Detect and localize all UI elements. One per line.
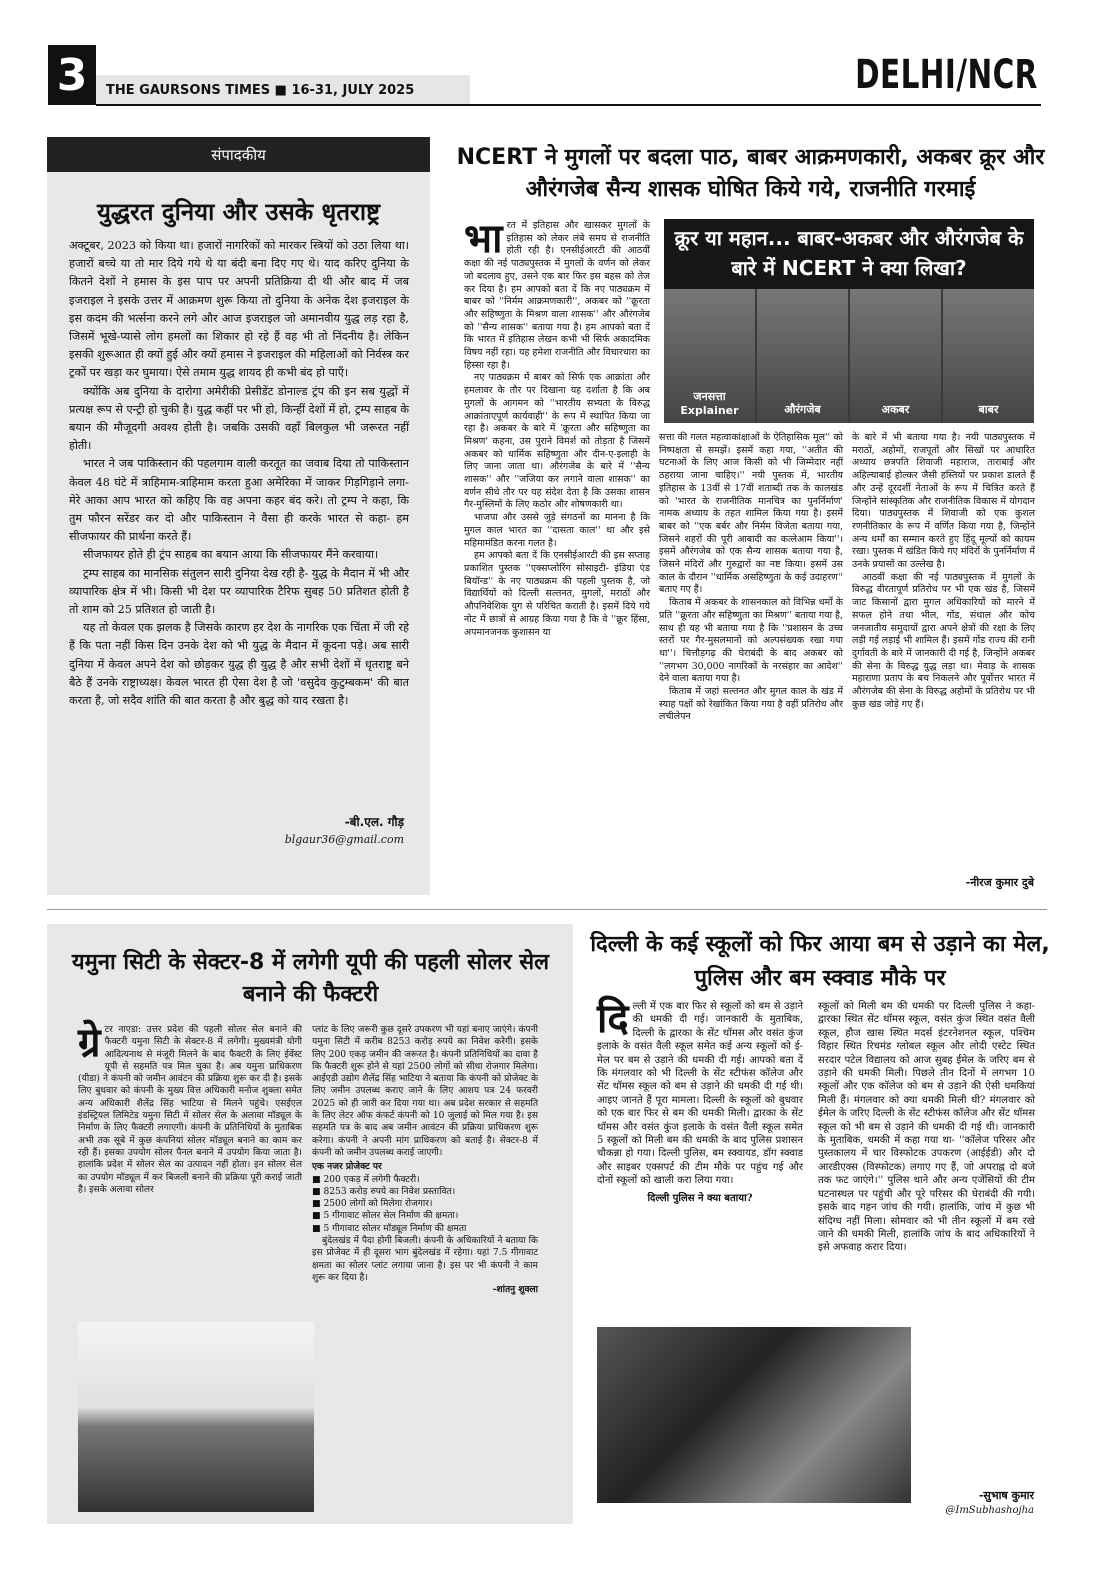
ncert-column-2 [659,432,843,724]
editorial-signature: -बी.एल. गौड़ [344,815,404,829]
ncert-paragraph: भाजपा और उससे जुड़े संगठनों का मानना है कि मुगल काल भारत का ''दासता काल'' था और इसे महिमामंडित करना गलत है। [464,512,650,549]
bomb-column-2 [818,1000,1035,1255]
header-rule [96,104,1041,106]
ncert-paragraph: नए पाठ्यक्रम में बाबर को सिर्फ एक आक्रांता और हमलावर के तौर पर दिखाना यह दर्शाता है कि अब मुगलों के आगमन को ''भारतीय सभ्यता के विरुद्ध आक्रांताएपूर्ण कार्यवाही'' के रूप में स्थापित किया जा रहा है। अकबर के बारे में 'क्रूरता और सहिष्णुता का मिश्रण' कहना, उस पुराने विमर्श को तोड़ता है जिसमें अकबर को धार्मिक सहिष्णुता और दीन-ए-इलाही के लिए जाना जाता था। औरंगजेब के बारे में ''सैन्य शासक'' और ''जजिया कर लगाने वाला शासक'' का वर्णन सीधे तौर पर यह संदेश देता है कि उसका शासन गैर-मुस्लिमों के लिए कठोर और शोषणकारी था। [464,372,650,511]
glance-text: 200 एकड़ में लगेगी फैक्टरी। [323,1174,420,1185]
ncert-headline: NCERT ने मुगलों पर बदला पाठ, बाबर आक्रमणकारी, अकबर क्रूर और औरंगजेब सैन्य शासक घोषित किये गये, राजनीति गरमाई [456,145,1045,202]
section-divider [47,909,1047,910]
glance-text: 2500 लोगों को मिलेगा रोजगार। [323,1199,433,1210]
ncert-paragraph: किताब में जहां सल्तनत और मुगल काल के खंड में स्याह पक्षों को रेखांकित किया गया है वहीं प्रतिरोध और लचीलेपन [659,686,843,723]
ncert-paragraph: के बारे में भी बताया गया है। नयी पाठ्यपुस्तक में मराठों, अहोमों, राजपूतों और सिखों पर आधारित अध्याय छत्रपति शिवाजी महाराज, ताराबाई और अहिल्याबाई होल्कर जैसी हस्तियों पर प्रकाश डालते हैं और उन्हें दूरदर्शी नेताओं के रूप में चित्रित करते हैं जिन्होंने सांस्कृतिक और राजनीतिक विकास में योगदान दिया। पाठ्यपुस्तक में शिवाजी को एक कुशल रणनीतिकार के रूप में वर्णित किया गया है, जिन्होंने अन्य धर्मों का सम्मान करते हुए हिंदू मूल्यों को कायम रखा। पुस्तक में खंडित किये गए मंदिरों के पुनर्निर्माण में उनके प्रयासों का उल्लेख है। [852,432,1035,571]
glance-text: 5 गीगावाट सोलर सेल निर्माण की क्षमता। [323,1211,459,1222]
ncert-dropcap: भा [464,216,503,262]
photo-explainer [664,289,755,423]
ncert-paragraph: सत्ता की गलत महत्वाकांक्षाओं के ऐतिहासिक मूल'' को निष्पक्षता से समझें। इसमें कहा गया, ''अतीत की घटनाओं के लिए आज किसी को भी जिम्मेदार नहीं ठहराया जाना चाहिए।'' नयी पुस्तक में, भारतीय इतिहास के 13वीं से 17वीं शताब्दी तक के कालखंड को 'भारत के राजनीतिक मानचित्र का पुनर्निर्माण' नामक अध्याय के तहत शामिल किया गया है। इसमें बाबर को ''एक बर्बर और निर्मम विजेता बताया गया, जिसने शहरों की पूरी आबादी का कत्लेआम किया''। इसमें औरंगजेब को एक सैन्य शासक बताया गया है, जिसने मंदिरों और गुरुद्वारों का नष्ट किया। इसमें उस काल के दौरान ''धार्मिक असहिष्णुता के कई उदाहरण'' बताए गए हैं। [659,432,843,596]
ncert-column-3 [852,432,1035,711]
ncert-paragraph: हम आपको बता दें कि एनसीईआरटी की इस सप्ताह प्रकाशित पुस्तक ''एक्सप्लोरिंग सोसाइटी- इंडिया एंड बियॉन्ड'' के नए पाठ्यक्रम की पहली पुस्तक है, जो विद्यार्थियों को दिल्ली सल्तनत, मुगलों, मराठों और औपनिवेशिक युग से परिचित कराती है। इसमें दिये गये नोट में छात्रों से आग्रह किया गया है कि वे ''क्रूर हिंसा, अपमानजनक कुशासन या [464,550,650,638]
ncert-column-1 [464,216,650,639]
photo-aurangzeb [757,289,848,423]
glance-item: ■ 200 एकड़ में लगेगी फैक्टरी। [312,1174,420,1185]
photo-label: जनसत्ता Explainer [680,390,739,417]
photo-credit: @ImSubhashojha [945,1505,1034,1516]
ncert-photo-strip [664,289,1034,423]
photo-label: अकबर [881,403,910,416]
editorial-paragraph: अक्टूबर, 2023 को किया था। हजारों नागरिकों को मारकर स्त्रियों को उठा लिया था। हजारों बच्चे या तो मार दिये गये थे या बंदी बना दिए गए थे। याद करिए दुनिया के कितने देशों ने हमास के इस पाप पर अपनी प्रतिक्रिया दी थी और बाद में जब इजराइल ने इसके उत्तर में आक्रमण शुरू किया तो दुनिया के अनेक देश इजराइल के इस कदम की भर्त्सना करने लगे और आज इजराइल जो अमानवीय युद्ध लड़ रहा है, जिसमें भूखे-प्यासे लोग हमलों का शिकार हो रहे हैं वह भी तो निंदनीय है। लेकिन इसकी शुरूआत ही क्यों हुई और क्यों हमास ने इजराइल की महिलाओं को निर्वस्त्र कर ट्रकों पर खड़ा कर घुमाया। ऐसे तमाम युद्ध शायद ही कभी बंद हो पाएँ। [69,239,409,380]
editorial-paragraph: क्योंकि अब दुनिया के दारोगा अमेरीकी प्रेसीडेंट डोनाल्ड ट्रंप की इन सब युद्धों में प्रत्यक्ष रूप से एन्ट्री हो चुकी है। युद्ध कहीं पर भी हो, किन्हीं देशों में हो, ट्रम्प साहब के बयान की मौजूदगी अवश्य होती है। जबकि उसकी वहाँ बिलकुल भी जरूरत नहीं होती। [69,384,409,453]
page-number: 3 [48,45,96,105]
solar-headline: यमुना सिटी के सेक्टर-8 में लगेगी यूपी की पहली सोलर सेल बनाने की फैक्टरी [71,950,550,1007]
solar-dropcap: ग्रे [78,1020,101,1066]
solar-paragraph: प्लांट के लिए जरूरी कुछ दूसरे उपकरण भी यहां बनाए जाएंगे। कंपनी यमुना सिटी में करीब 8253 करोड़ रुपये का निवेश करेगी। इसके लिए 200 एकड़ जमीन की जरूरत है। कंपनी प्रतिनिधियों का दावा है कि फैक्टरी शुरू होने से यहां 2500 लोगों को सीधा रोजगार मिलेगा। आईएडी उद्योग शैलेंद्र सिंह भाटिया ने बताया कि कंपनी को प्रोजेक्ट के लिए जमीन उपलब्ध कराए जाने के लिए आशय पत्र 24 फरवरी 2025 को ही जारी कर दिया गया था। अब प्रदेश सरकार से सहमति के लिए लेटर ऑफ कंफर्ट कंपनी को 10 जुलाई को मिल गया है। इस सहमति पत्र के बाद अब जमीन आवंटन की प्रक्रिया प्राधिकरण शुरू करेगा। कंपनी ने अपनी मांग प्राधिकरण को बताई है। सेक्टर-8 में कंपनी को जमीन उपलब्ध कराई जाएगी। [312,1025,538,1158]
solar-column-2 [312,1024,538,1297]
bomb-paragraph: स्कूलों को मिली बम की धमकी पर दिल्ली पुलिस ने कहा- द्वारका स्थित सेंट थॉमस स्कूल, वसंत कुंज स्थित वसंत वैली स्कूल, हौज खास स्थित मदर्स इंटरनेशनल स्कूल, पश्चिम विहार स्थित रिचमंड ग्लोबल स्कूल और लोदी एस्टेट स्थित सरदार पटेल विद्यालय को आज सुबह ईमेल के जरिए बम से उड़ाने की धमकी मिली। पिछले तीन दिनों में लगभग 10 स्कूलों और एक कॉलेज को बम से उड़ाने की ऐसी धमकियां मिली हैं। मंगलवार को क्या धमकी मिली थी? मंगलवार को ईमेल के जरिए दिल्ली के सेंट स्टीफंस कॉलेज और सेंट थॉमस स्कूल को भी बम से उड़ाने की धमकी दी गई थी। जानकारी के मुताबिक, धमकी में कहा गया था- ''कॉलेज परिसर और पुस्तकालय में चार विस्फोटक उपकरण (आईईडी) और दो आरडीएक्स (विस्फोटक) लगाए गए हैं, जो अपराह्न दो बजे तक फट जाएंगे।'' पुलिस थाने और अन्य एजेंसियों की टीम घटनास्थल पर पहुंची और पूरे परिसर की घेराबंदी की गयी। इसके बाद गहन जांच की गयी। हालांकि, जांच में कुछ भी संदिग्ध नहीं मिला। सोमवार को भी तीन स्कूलों में बम रखे जाने की धमकी मिली, हालांकि जांच के बाद अधिकारियों ने इसे अफवाह करार दिया। [818,1001,1035,1254]
editorial-paragraph: ट्रम्प साहब का मानसिक संतुलन सारी दुनिया देख रही है- युद्ध के मैदान में भी और व्यापारिक क्षेत्र में भी। किसी भी देश पर व्यापारिक टैरिफ सुबह 50 प्रतिशत होती है तो शाम को 25 प्रतिशत हो जाती है। [69,566,409,617]
glance-item: ■ 5 गीगावाट सोलर मॉड्यूल निर्माण की क्षमता [312,1223,467,1234]
bomb-dropcap: दि [597,996,629,1042]
solar-signature: -शांतनु शुक्ला [492,1284,538,1296]
photo-label: बाबर [978,403,999,416]
solar-paragraph: टर नाएडा: उत्तर प्रदेश की पहली सोलर सेल बनाने की फैक्टरी यमुना सिटी के सेक्टर-8 में लगेगी। मुख्यमंत्री योगी आदित्यनाथ से मंजूरी मिलने के बाद फैक्टरी के लिए ईवेंस्ट यूपी से सहमति पत्र मिल चुका है। अब यमुना प्राधिकरण (यीडा) ने कंपनी को जमीन आवंटन की प्रक्रिया शुरू कर दी है। इसके लिए बुधवार को कंपनी के मुख्य वित्त अधिकारी मनोज शुक्ला समेत अन्य अधिकारी शैलेंद्र सिंह भाटिया से मिलने पहुंचे। एसईएल इंडस्ट्रियल लिमिटेड यमुना सिटी में सोलर सेल के अलावा मॉड्यूल के निर्माण के लिए फैक्टरी लगाएगी। कंपनी के प्रतिनिधियों के मुताबिक अभी तक सूबे में कुछ कंपनियां सोलर मॉड्यूल बनाने का काम कर रही हैं। इसका उपयोग सोलर पैनल बनाने में उपयोग किया जाता है। हालांकि प्रदेश में सोलर सेल का उत्पादन नहीं होता। इन सोलर सेल का उपयोग मॉड्यूल में कर बिजली बनाने की प्रक्रिया पूरी कराई जाती है। इसके अलावा सोलर [78,1025,302,1195]
editorial-label: संपादकीय [47,137,430,172]
glance-item: ■ 5 गीगावाट सोलर सेल निर्माण की क्षमता। [312,1211,459,1222]
ncert-signature: -नीरज कुमार दुबे [965,876,1034,889]
bomb-paragraph: ल्ली में एक बार फिर से स्कूलों को बम से उड़ाने की धमकी दी गई। जानकारी के मुताबिक, दिल्ली के द्वारका के सेंट थॉमस और वसंत कुंज इलाके के वसंत वैली स्कूल समेत कई अन्य स्कूलों को ई-मेल पर बम से उड़ाने की धमकी दी गई। आपको बता दें कि मंगलवार को भी दिल्ली के सेंट स्टीफंस कॉलेज और सेंट थॉमस स्कूल को बम से उड़ाने की धमकी दी गई थी। आइए जानते हैं पूरा मामला। दिल्ली के स्कूलों को बुधवार को एक बार फिर से बम की धमकी मिली। द्वारका के सेंट थॉमस और वसंत कुंज इलाके के वसंत वैली स्कूल समेत 5 स्कूलों को मिली बम की धमकी के बाद पुलिस प्रशासन चौकन्ना हो गया। दिल्ली पुलिस, बम स्क्वायड, डॉग स्क्वाड और साइबर एक्सपर्ट की टीम मौके पर पहुंच गई और दोनों स्कूलों को खाली करा लिया गया। [597,1001,803,1187]
editorial-email: blgaur36@gmail.com [284,833,404,846]
masthead: THE GAURSONS TIMES ■ 16-31, JULY 2025 [96,75,470,105]
editorial-body [69,237,409,710]
ncert-paragraph: रत में इतिहास और खासकर मुगलों के इतिहास को लेकर लंबे समय से राजनीति होती रही है। एनसीईआरटी की आठवीं कक्षा की नई पाठ्यपुस्तक में मुगलों के वर्णन को लेकर जो बदलाव हुए, उसने एक बार फिर इस बहस को तेज कर दिया है। हम आपको बता दें कि नए पाठ्यक्रम में बाबर को ''निर्मम आक्रमणकारी'', अकबर को ''क्रूरता और सहिष्णुता के मिश्रण वाला शासक'' और औरंगजेब को ''सैन्य शासक'' बताया गया है। हम आपको बता दें कि भारत में इतिहास लेखन कभी भी सिर्फ अकादमिक विषय नहीं रहा। यह हमेशा राजनीति और विचारधारा का हिस्सा रहा है। [464,220,650,371]
editorial-paragraph: भारत ने जब पाकिस्तान की पहलगाम वाली करतूत का जवाब दिया तो पाकिस्तान केवल 48 घंटे में त्राहिमाम-त्राहिमाम करता हुआ अमेरिका में जाकर गिड़गिड़ाने लगा- मेरे आका आप भारत को कहिए कि वह अपना कहर बंद करे। तो ट्रम्प ने कहा, कि तुम फौरन सरेंडर कर दो और पाकिस्तान ने वैसा ही करके भारत से कहा- हम सीजफायर की प्रार्थना करते हैं। [69,457,409,544]
glance-text: 8253 करोड़ रुपये का निवेश प्रस्तावित। [323,1186,456,1197]
bomb-column-1 [597,996,803,1205]
solar-paragraph: बुंदेलखंड में पैदा होगी बिजली। कंपनी के अधिकारियों ने बताया कि इस प्रोजेक्ट में ही दूसरा भाग बुंदेलखंड में रहेगा। यहां 7.5 गीगावाट क्षमता का सोलर प्लांट लगाया जाना है। इस पर भी कंपनी ने काम शुरू कर दिया है। [312,1236,538,1283]
ncert-paragraph: किताब में अकबर के शासनकाल को विभिन्न धर्मों के प्रति ''क्रूरता और सहिष्णुता का मिश्रण'' बताया गया है, साथ ही यह भी बताया गया है कि ''प्रशासन के उच्च स्तरों पर गैर-मुसलमानों को अल्पसंख्यक रखा गया था''। चित्तौड़गढ़ की घेराबंदी के बाद अकबर को ''लगभग 30,000 नागरिकों के नरसंहार का आदेश'' देने वाला बताया गया है। [659,597,843,685]
photo-akbar [850,289,941,423]
editorial-title: युद्धरत दुनिया और उसके धृतराष्ट्र [96,198,381,226]
glance-title: एक नजर प्रोजेक्ट पर [312,1161,382,1173]
photo-babur [943,289,1034,423]
ncert-feature-banner: क्रूर या महान... बाबर-अकबर और औरंगजेब के बारे में NCERT ने क्या लिखा? [664,219,1034,301]
school-evacuation-photo [597,1327,911,1503]
glance-item: ■ 8253 करोड़ रुपये का निवेश प्रस्तावित। [312,1186,456,1197]
ncert-paragraph: आठवीं कक्षा की नई पाठ्यपुस्तक में मुगलों के विरुद्ध वीरतापूर्ण प्रतिरोध पर भी एक खंड है, जिसमें जाट किसानों द्वारा मुगल अधिकारियों को मारने में सफल होने तथा भील, गोंड, संथाल और कोच जनजातीय समुदायों द्वारा अपने क्षेत्रों की रक्षा के लिए लड़ी गई लड़ाई भी शामिल हैं। इसमें गोंड राज्य की रानी दुर्गावती के बारे में जानकारी दी गई है, जिन्होंने अकबर की सेना के विरुद्ध युद्ध लड़ा था। मेवाड़ के शासक महाराणा प्रताप के बच निकलने और पूर्वोत्तर भारत में औरंगजेब की सेना के विरुद्ध अहोमों के प्रतिरोध पर भी कुछ खंड जोड़े गए हैं। [852,571,1035,710]
solar-panel-photo [78,1322,314,1512]
glance-text: 5 गीगावाट सोलर मॉड्यूल निर्माण की क्षमता [323,1223,467,1234]
bomb-signature: -सुभाष कुमार [978,1489,1034,1502]
solar-column-1 [78,1020,302,1196]
section-title: DELHI/NCR [855,52,1038,98]
glance-item: ■ 2500 लोगों को मिलेगा रोजगार। [312,1199,433,1210]
photo-label: औरंगजेब [784,403,821,416]
bomb-headline: दिल्ली के कई स्कूलों को फिर आया बम से उड़ाने का मेल, पुलिस और बम स्क्वाड मौके पर [590,932,1050,991]
editorial-paragraph: सीजफायर होते ही ट्रंप साहब का बयान आया कि सीजफायर मैंने करवाया। [83,548,379,562]
editorial-paragraph: यह तो केवल एक झलक है जिसके कारण हर देश के नागरिक एक चिंता में जी रहे हैं कि पता नहीं किस दिन उनके देश को भी युद्ध के मैदान में कूदना पड़े। अब सारी दुनिया में केवल अपने देश को छोड़कर युद्ध ही युद्ध है और सभी देशों में धृतराष्ट्र बने बैठे हैं उनके राष्ट्राध्यक्ष। केवल भारत ही ऐसा देश है जो 'वसुदेव कुटुम्बकम' की बात करता है, जो सदैव शांति की बात करता है और बुद्ध को याद रखता है। [69,621,409,708]
bomb-subhead: दिल्ली पुलिस ने क्या बताया? [647,1192,753,1204]
